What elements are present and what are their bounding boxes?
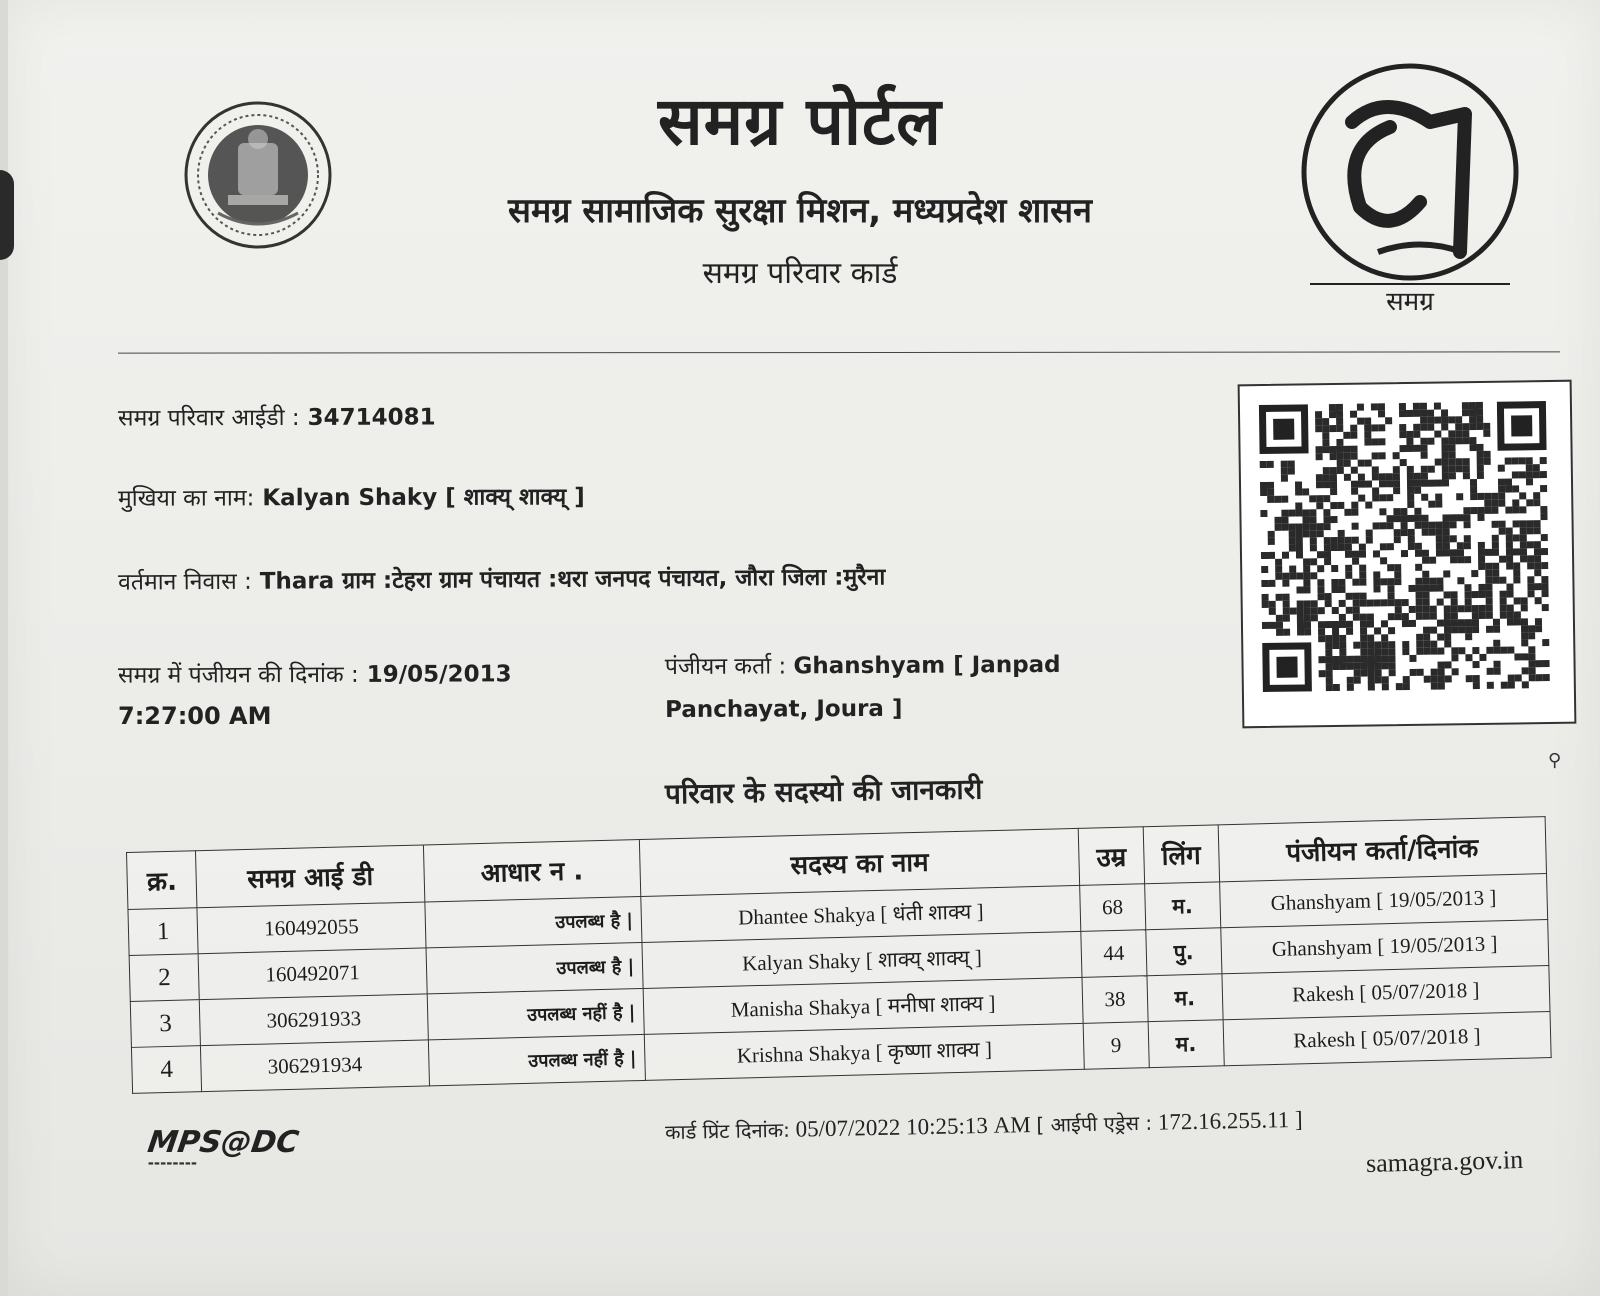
registrar-value-line2: Panchayat, Joura ] — [665, 695, 903, 724]
address-label: वर्तमान निवास : — [117, 568, 252, 596]
address-value: Thara ग्राम :टेहरा ग्राम पंचायत :थरा जनपद पंचायत, जौरा जिला :मुरैना — [259, 564, 886, 595]
logo-caption: समग्र — [1386, 287, 1434, 317]
reg-date-value: 19/05/2013 — [366, 661, 512, 688]
col-registrar-date: पंजीयन कर्ता/दिनांक — [1218, 817, 1547, 882]
cell-aadhaar: उपलब्ध है | — [426, 942, 644, 993]
cell-aadhaar: उपलब्ध नहीं है | — [427, 988, 645, 1039]
cell-gender: म. — [1148, 1020, 1224, 1068]
cell-sno: 1 — [128, 908, 199, 956]
col-sno: क्र. — [127, 851, 198, 910]
qr-code — [1238, 380, 1577, 729]
cell-aadhaar: उपलब्ध नहीं है | — [428, 1034, 646, 1085]
reg-date-label: समग्र में पंजीयन की दिनांक : — [117, 661, 359, 689]
cell-sno: 3 — [130, 1000, 201, 1048]
cell-registrar: Rakesh [ 05/07/2018 ] — [1223, 1012, 1551, 1066]
cell-registrar: Ghanshyam [ 19/05/2013 ] — [1220, 920, 1548, 974]
cell-registrar: Rakesh [ 05/07/2018 ] — [1222, 966, 1550, 1020]
cell-gender: म. — [1147, 974, 1223, 1022]
cell-member-name: Dhantee Shakya [ धंती शाक्य ] — [641, 885, 1081, 942]
current-address — [118, 559, 886, 596]
cell-age: 44 — [1081, 930, 1147, 978]
col-age: उम्र — [1078, 827, 1144, 886]
cell-samagra-id: 160492055 — [197, 902, 425, 954]
portal-title: समग्र पोर्टल — [658, 83, 942, 160]
mpsedc-logo-underline: ▬▬▬▬▬▬▬▬ — [148, 1160, 198, 1167]
print-date-value: 05/07/2022 10:25:13 AM — [795, 1112, 1031, 1142]
cell-samagra-id: 306291933 — [200, 994, 428, 1046]
cell-samagra-id: 160492071 — [198, 948, 426, 1000]
family-id — [118, 399, 436, 432]
cell-age: 68 — [1080, 884, 1146, 932]
registrar-value-line1: Ghanshyam [ Janpad — [793, 651, 1061, 680]
registrar — [665, 644, 1061, 732]
registration-date — [118, 656, 512, 689]
head-value: Kalyan Shaky [ शाक्य् शाक्य् ] — [262, 484, 585, 512]
col-aadhaar: आधार न . — [423, 840, 641, 902]
cell-gender: म. — [1145, 882, 1221, 930]
cell-aadhaar: उपलब्ध है | — [425, 896, 643, 947]
ip-label: [ आईपी एड्रेस : — [1036, 1110, 1153, 1137]
head-of-family — [118, 479, 585, 513]
cell-member-name: Krishna Shakya [ कृष्णा शाक्य ] — [644, 1023, 1084, 1080]
website-url: samagra.gov.in — [1365, 1144, 1524, 1179]
family-id-value: 34714081 — [307, 404, 436, 431]
ip-value: 172.16.255.11 ] — [1157, 1106, 1303, 1135]
head-label: मुखिया का नाम: — [117, 485, 255, 512]
card-title: समग्र परिवार कार्ड — [702, 256, 898, 291]
members-table — [126, 816, 1552, 1094]
cell-member-name: Kalyan Shaky [ शाक्य् शाक्य् ] — [642, 931, 1082, 988]
col-samagra-id: समग्र आई डी — [196, 845, 425, 908]
cell-samagra-id: 306291934 — [201, 1040, 429, 1092]
family-id-label: समग्र परिवार आईडी : — [117, 404, 300, 432]
mpsedc-logo — [145, 1125, 301, 1167]
qr-code-icon — [1240, 382, 1571, 723]
cell-age: 9 — [1083, 1022, 1149, 1070]
col-gender: लिंग — [1143, 825, 1219, 884]
registration-time: 7:27:00 AM — [118, 702, 272, 730]
registrar-label: पंजीयन कर्ता : — [664, 653, 787, 681]
cell-member-name: Manisha Shakya [ मनीषा शाक्य ] — [643, 977, 1083, 1034]
cell-sno: 2 — [129, 954, 200, 1002]
cell-sno: 4 — [131, 1046, 202, 1094]
department-title: समग्र सामाजिक सुरक्षा मिशन, मध्यप्रदेश शासन — [507, 191, 1092, 231]
col-member-name: सदस्य का नाम — [639, 828, 1079, 896]
cell-gender: पु. — [1146, 928, 1222, 976]
mpsedc-logo-text: MPS@DC — [145, 1125, 301, 1160]
cell-age: 38 — [1082, 976, 1148, 1024]
cell-registrar: Ghanshyam [ 19/05/2013 ] — [1219, 874, 1547, 928]
print-date-label: कार्ड प्रिंट दिनांक: — [664, 1117, 791, 1145]
search-icon: ⚲ — [1548, 750, 1562, 771]
members-heading: परिवार के सदस्यो की जानकारी — [664, 772, 983, 811]
